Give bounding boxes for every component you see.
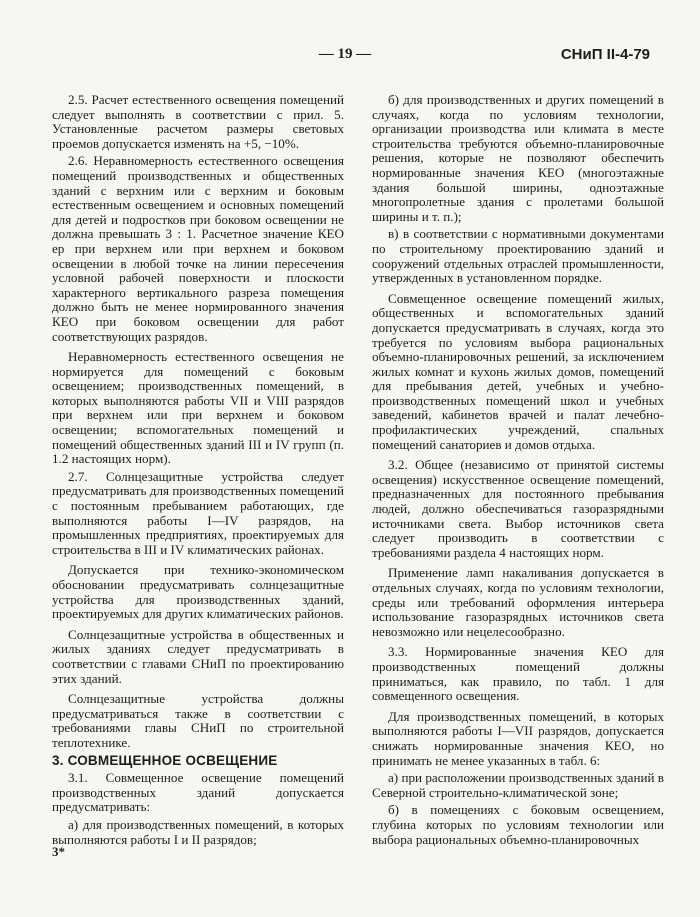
paragraph-2-7: 2.7. Солнцезащитные устройства следует предусматривать для производственных помещений с постоянным пребыванием работающих, где выполняются работы I—IV разрядов, на промышленных предприятиях, проектируемых для строительства в III и IV климатических районах. xyxy=(52,468,344,557)
section-title: 3. СОВМЕЩЕННОЕ ОСВЕЩЕНИЕ xyxy=(52,752,278,768)
paragraph-3-1: 3.1. Совмещенное освещение помещений производственных зданий допускается предусматривать: xyxy=(52,770,344,815)
paragraph-public-buildings: Солнцезащитные устройства в общественных и жилых зданиях следует предусматривать в соответствии с главами СНиП по проектированию этих зданий. xyxy=(52,626,344,686)
paragraph-2-6: 2.6. Неравномерность естественного освещения помещений производственных и общественных зданий с верхним или с верхним и боковым естественным освещением и основных помещений для детей и подростков при боковом освещении не должна превышать 3 : 1. Расчетное значение КЕО eр при верхнем или при верхнем и боковом освещении в любой точке на линии пересечения условной рабочей поверхности и плоскости характерного вертикального разреза помещения должно быть не менее нормированного значения КЕО при боковом освещении для работ соответствующих разрядов. xyxy=(52,153,344,344)
right-column xyxy=(372,93,664,850)
paragraph-3-1-v: в) в соответствии с нормативными документами по строительному проектированию зданий и сооружений отдельных отраслей промышленности, утвержденных в установленном порядке. xyxy=(372,226,664,286)
paragraph-permitted: Допускается при технико-экономическом обосновании предусматривать солнцезащитные устройства для производственных зданий, проектируемых для других климатических районов. xyxy=(52,562,344,622)
paragraph-thermal: Солнцезащитные устройства должны предусматриваться также в соответствии с требованиями главы СНиП по строительной теплотехнике. xyxy=(52,691,344,750)
signature-mark: 3* xyxy=(52,844,65,859)
paragraph-3-1-a: а) для производственных помещений, в которых выполняются работы I и II разрядов; xyxy=(52,816,344,847)
paragraph-residential: Совмещенное освещение помещений жилых, общественных и вспомогательных зданий допускается предусматривать в случаях, когда это требуется по условиям выбора рациональных объемно-планировочных решений, за исключением жилых комнат и кухонь жилых домов, помещений для пребывания детей, учебных и учебно-производственных помещений школ и учебных заведений, кабинетов врачей и палат лечебно-профилактических учреждений, спальных помещений санаториев и домов отдыха. xyxy=(372,290,664,452)
paragraph-3-3-b: б) в помещениях с боковым освещением, глубина которых по условиям технологии или выбора рациональных объемно-планировочных xyxy=(372,802,664,847)
paragraph-3-2: 3.2. Общее (независимо от принятой системы освещения) искусственное освещение помещений, предназначенных для постоянного пребывания людей, должно обеспечиваться газоразрядными источниками света. Выбор источников света следует производить в соответствии с требованиями раздела 4 настоящих норм. xyxy=(372,457,664,560)
page-number: — 19 — xyxy=(318,46,372,62)
paragraph-incandescent: Применение ламп накаливания допускается в отдельных случаях, когда по условиям технологии, среды или требований оформления интерьера использование газоразрядных источников света невозможно или нецелесообразно. xyxy=(372,565,664,639)
paragraph-nonuniformity: Неравномерность естественного освещения не нормируется для помещений с боковым освещением; производственных помещений, в которых выполняются работы VII и VIII разрядов при верхнем или при верхнем и боковом освещении; вспомогательных помещений и помещений общественных зданий III и IV групп (п. 1.2 настоящих норм). xyxy=(52,349,344,467)
paragraph-reduce-keo: Для производственных помещений, в которых выполняются работы I—VII разрядов, допускается снижать нормированные значения КЕО, но принимать не менее указанных в табл. 6: xyxy=(372,708,664,768)
paragraph-2-5: 2.5. Расчет естественного освещения помещений следует выполнять в соответствии с прил. 5. Установленные расчетом размеры световых проемов допускается изменять на +5, −10%. xyxy=(52,92,344,151)
paragraph-3-1-b: б) для производственных и других помещений в случаях, когда по условиям технологии, организации производства или климата в месте строительства требуются объемно-планировочные решения, которые не позволяют обеспечить нормированные значения КЕО (многоэтажные здания большой ширины, одноэтажные многопролетные здания с пролетами большой ширины и т. п.); xyxy=(372,92,664,224)
left-column xyxy=(52,93,344,850)
document-id: СНиП II-4-79 xyxy=(560,46,650,63)
page-header xyxy=(40,44,650,68)
paragraph-3-3-a: а) при расположении производственных зданий в Северной строительно-климатической зоне; xyxy=(372,770,664,800)
paragraph-3-3: 3.3. Нормированные значения КЕО для производственных помещений должны приниматься, как правило, по табл. 1 для совмещенного освещения. xyxy=(372,644,664,704)
